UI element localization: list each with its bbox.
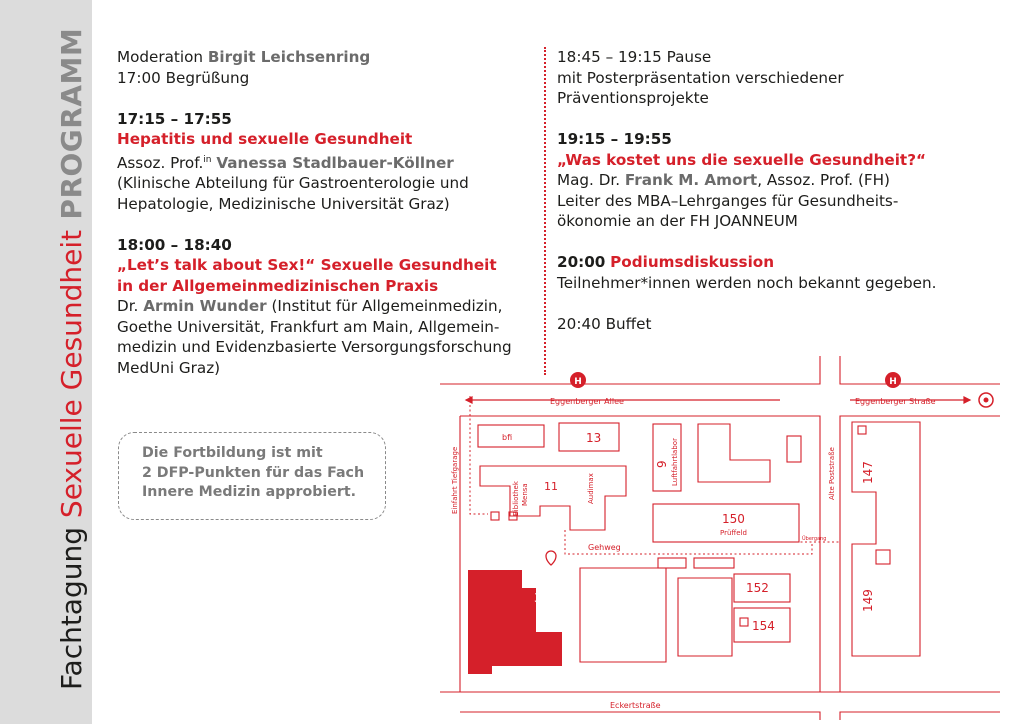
program-left-column bbox=[117, 47, 537, 378]
session1-speaker: Vanessa Stadlbauer-Köllner bbox=[216, 153, 454, 172]
session2-time: 18:00 – 18:40 bbox=[117, 235, 232, 254]
route-path bbox=[470, 396, 488, 514]
toilet-icon bbox=[491, 512, 499, 520]
session2-title-1: „Let’s talk about Sex!“ Sexuelle Gesundheit bbox=[117, 256, 497, 275]
panel-description: Teilnehmer*innen werden noch bekannt gegeben. bbox=[557, 273, 937, 292]
street-edge bbox=[440, 356, 820, 384]
toilet-icon bbox=[858, 426, 866, 434]
garage-label: Einfahrt Tiefgarage bbox=[451, 446, 459, 514]
building-9-label: 9 bbox=[655, 460, 669, 468]
program-right-column bbox=[557, 47, 997, 334]
building-outline bbox=[787, 436, 801, 462]
crossing-label: Übergang bbox=[802, 536, 827, 542]
building-30i-label: 30i bbox=[534, 591, 553, 605]
sidebar-title bbox=[55, 27, 88, 690]
sidewalk-label: Gehweg bbox=[588, 543, 621, 552]
session3-title: „Was kostet uns die sexuelle Gesundheit?“ bbox=[557, 150, 926, 169]
bus-stop-label: H bbox=[574, 377, 582, 387]
moderator-name: Birgit Leichsenring bbox=[207, 48, 371, 66]
pause-line-3: Präventionsprojekte bbox=[557, 89, 709, 107]
session1-time: 17:15 – 17:55 bbox=[117, 109, 232, 128]
dfp-note bbox=[118, 432, 386, 520]
building-11-label: 11 bbox=[544, 480, 558, 493]
building-outline bbox=[698, 424, 770, 482]
street-vertical-label: Alte Poststraße bbox=[828, 447, 836, 500]
bibliothek-label: Bibliothek bbox=[512, 481, 520, 516]
session1-affiliation-2: Hepatologie, Medizinische Universität Graz) bbox=[117, 194, 450, 213]
building-152-label: 152 bbox=[746, 581, 769, 595]
building-outline bbox=[876, 550, 890, 564]
luftfahrt-label: Luftfahrtlabor bbox=[671, 438, 679, 486]
session2-affiliation-3: medizin und Evidenzbasierte Versorgungsforschung bbox=[117, 338, 512, 357]
sidebar bbox=[0, 0, 92, 724]
building-outline bbox=[580, 568, 666, 662]
session2-title-2: in der Allgemeinmedizinischen Praxis bbox=[117, 276, 439, 295]
panel-title: Podiumsdiskussion bbox=[610, 253, 775, 271]
building-149-label: 149 bbox=[861, 589, 875, 612]
welcome-line: 17:00 Begrüßung bbox=[117, 68, 250, 87]
session2-speaker-line: Dr. Armin Wunder (Institut für Allgemeinmedizin, bbox=[117, 297, 503, 316]
arrow-head-right bbox=[964, 397, 970, 403]
street-edge bbox=[840, 356, 1000, 384]
bus-stop-label: H bbox=[889, 377, 897, 387]
session3-speaker: Frank M. Amort bbox=[624, 171, 758, 189]
session2-speaker: Armin Wunder bbox=[143, 297, 267, 316]
street-edge bbox=[840, 712, 1000, 720]
building-outline bbox=[658, 558, 686, 568]
building-outline bbox=[694, 558, 734, 568]
building-150-label: 150 bbox=[722, 512, 745, 526]
panel-time: 20:00 bbox=[557, 253, 606, 271]
session3-affiliation-1: Leiter des MBA–Lehrganges für Gesundheits- bbox=[557, 191, 899, 210]
session2-affiliation-2: Goethe Universität, Frankfurt am Main, Allgemein- bbox=[117, 317, 500, 336]
panel-line bbox=[557, 252, 997, 273]
building-147-label: 147 bbox=[861, 461, 875, 484]
building-147-149 bbox=[852, 422, 920, 656]
session3-affiliation-2: ökonomie an der FH JOANNEUM bbox=[557, 212, 798, 230]
street-top-left-label: Eggenberger Allee bbox=[550, 397, 624, 406]
session3-time: 19:15 – 19:55 bbox=[557, 130, 672, 148]
pruffeld-label: Prüffeld bbox=[720, 529, 747, 537]
destination-icon-dot bbox=[984, 398, 989, 403]
dfp-note-line-3: Innere Medizin approbiert. bbox=[142, 484, 357, 500]
building-11 bbox=[480, 466, 626, 530]
session1-title: Hepatitis und sexuelle Gesundheit bbox=[117, 130, 413, 148]
street-bottom-label: Eckertstraße bbox=[610, 701, 661, 710]
campus-map bbox=[440, 356, 1000, 720]
buffet-line: 20:40 Buffet bbox=[557, 314, 652, 333]
session1-affiliation-1: (Klinische Abteilung für Gastroenterologie und bbox=[117, 174, 469, 193]
dfp-note-line-1: Die Fortbildung ist mit bbox=[142, 445, 323, 461]
session1-speaker-line: Assoz. Prof.$^{in}$ Vanessa Stadlbauer-Köllner bbox=[117, 153, 454, 172]
pause-line-1: 18:45 – 19:15 Pause bbox=[557, 48, 712, 66]
session2-affiliation-4: MedUni Graz) bbox=[117, 358, 221, 377]
building-30i bbox=[468, 570, 562, 674]
building-13-label: 13 bbox=[586, 431, 602, 445]
mensa-label: Mensa bbox=[521, 483, 529, 506]
session3-speaker-line: Mag. Dr. Frank M. Amort, Assoz. Prof. (FH) bbox=[557, 171, 890, 189]
toilet-icon bbox=[740, 618, 748, 626]
location-pin-icon bbox=[546, 551, 556, 565]
arrow-head-left bbox=[466, 397, 472, 403]
column-divider bbox=[544, 47, 546, 375]
sidebar-title-part1: Fachtagung bbox=[55, 518, 88, 690]
pause-line-2: mit Posterpräsentation verschiedener bbox=[557, 68, 844, 87]
street-edge bbox=[460, 712, 820, 720]
sidebar-title-part2: Sexuelle Gesundheit bbox=[55, 229, 88, 519]
audimax-label: Audimax bbox=[587, 473, 595, 504]
building-154-label: 154 bbox=[752, 619, 775, 633]
sidebar-title-part3: PROGRAMM bbox=[55, 27, 88, 230]
building-outline bbox=[678, 578, 732, 656]
bfi-label: bfi bbox=[502, 433, 513, 442]
dfp-note-line-2: 2 DFP-Punkten für das Fach bbox=[142, 464, 365, 481]
moderation-line: Moderation Birgit Leichsenring bbox=[117, 48, 371, 66]
street-top-right-label: Eggenberger Straße bbox=[855, 397, 936, 406]
